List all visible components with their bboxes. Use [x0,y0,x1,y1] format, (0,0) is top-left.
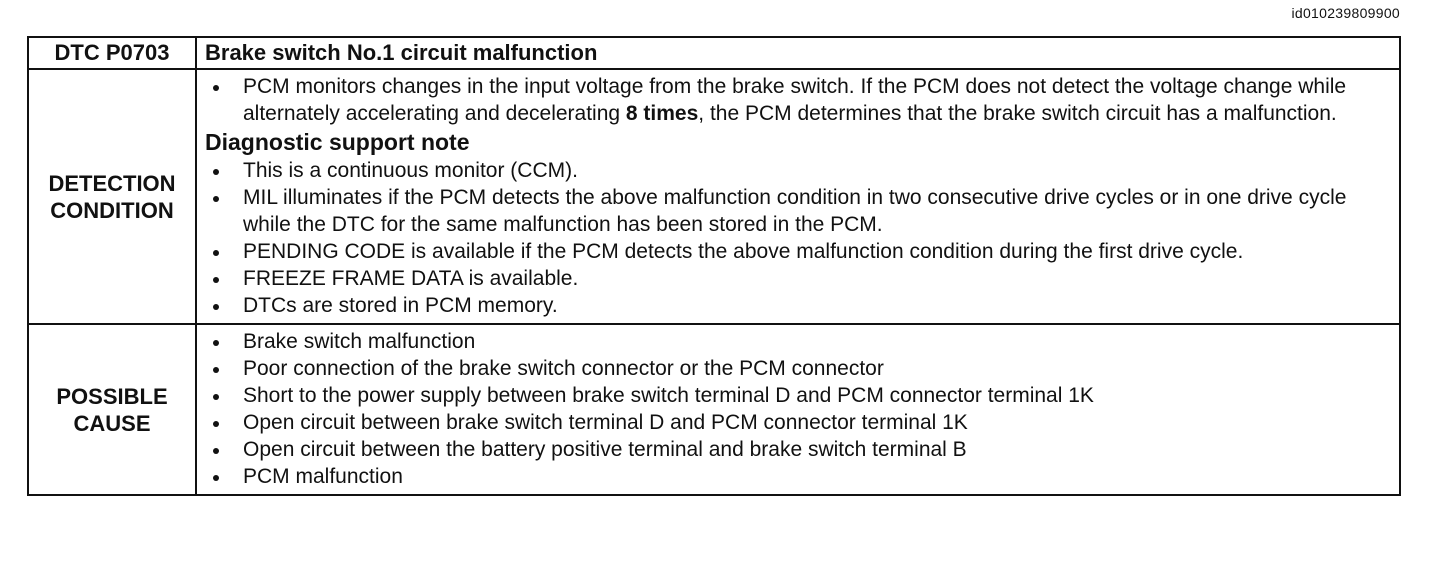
intro-text-part2: , the PCM determines that the brake switch circuit has a malfunction. [698,102,1337,125]
document-id: id010239809900 [1291,5,1400,21]
cause-item [205,382,1389,409]
support-note-text: MIL illuminates if the PCM detects the above malfunction condition in two consecutive drive cycles or in one drive cycle while the DTC for the same malfunction has been stored in the PCM. [243,186,1347,236]
detection-label [28,69,196,324]
dtc-code: DTC P0703 [28,37,196,69]
support-note-text: PENDING CODE is available if the PCM detects the above malfunction condition during the first drive cycle. [243,240,1244,263]
cause-item [205,355,1389,382]
bullet-icon [213,367,219,373]
cause-item [205,409,1389,436]
support-note-list [205,157,1389,319]
detection-content [196,69,1400,324]
detection-label-line2: CONDITION [50,197,174,223]
cause-text: Open circuit between brake switch terminal D and PCM connector terminal 1K [243,411,968,434]
cause-text: Brake switch malfunction [243,330,476,353]
header-row [28,37,1400,69]
support-note-text: DTCs are stored in PCM memory. [243,294,558,317]
bullet-icon [213,304,219,310]
bullet-icon [213,448,219,454]
bullet-icon [213,85,219,91]
cause-item [205,328,1389,355]
support-note-item [205,184,1389,238]
support-note-item [205,238,1389,265]
detection-intro-list [205,73,1389,127]
bullet-icon [213,250,219,256]
cause-text: Open circuit between the battery positive terminal and brake switch terminal B [243,438,967,461]
support-note-item [205,292,1389,319]
intro-text-part1: PCM monitors changes in the input voltage from the brake switch. If the PCM does not detect the voltage change while alternately accelerating and decelerating [243,75,1347,125]
cause-text: Short to the power supply between brake switch terminal D and PCM connector terminal 1K [243,384,1094,407]
support-note-text: FREEZE FRAME DATA is available. [243,267,579,290]
bullet-icon [213,475,219,481]
cause-item [205,463,1389,490]
bullet-icon [213,277,219,283]
support-note-item [205,157,1389,184]
dtc-title: Brake switch No.1 circuit malfunction [196,37,1400,69]
intro-text-bold: 8 times [625,102,699,125]
possible-cause-row [28,324,1400,495]
bullet-icon [213,421,219,427]
bullet-icon [213,340,219,346]
dtc-table [27,36,1401,496]
possible-cause-label-line2: CAUSE [73,410,151,436]
detection-intro-item [205,73,1389,127]
cause-text: Poor connection of the brake switch connector or the PCM connector [243,357,884,380]
cause-item [205,436,1389,463]
support-note-item [205,265,1389,292]
possible-cause-label-line1: POSSIBLE [56,383,168,409]
possible-cause-label [28,324,196,495]
possible-cause-list [205,328,1389,490]
possible-cause-content [196,324,1400,495]
support-note-text: This is a continuous monitor (CCM). [243,159,578,182]
support-note-heading: Diagnostic support note [205,129,470,155]
detection-row [28,69,1400,324]
detection-label-line1: DETECTION [48,170,176,196]
bullet-icon [213,196,219,202]
bullet-icon [213,169,219,175]
cause-text: PCM malfunction [243,465,403,488]
bullet-icon [213,394,219,400]
